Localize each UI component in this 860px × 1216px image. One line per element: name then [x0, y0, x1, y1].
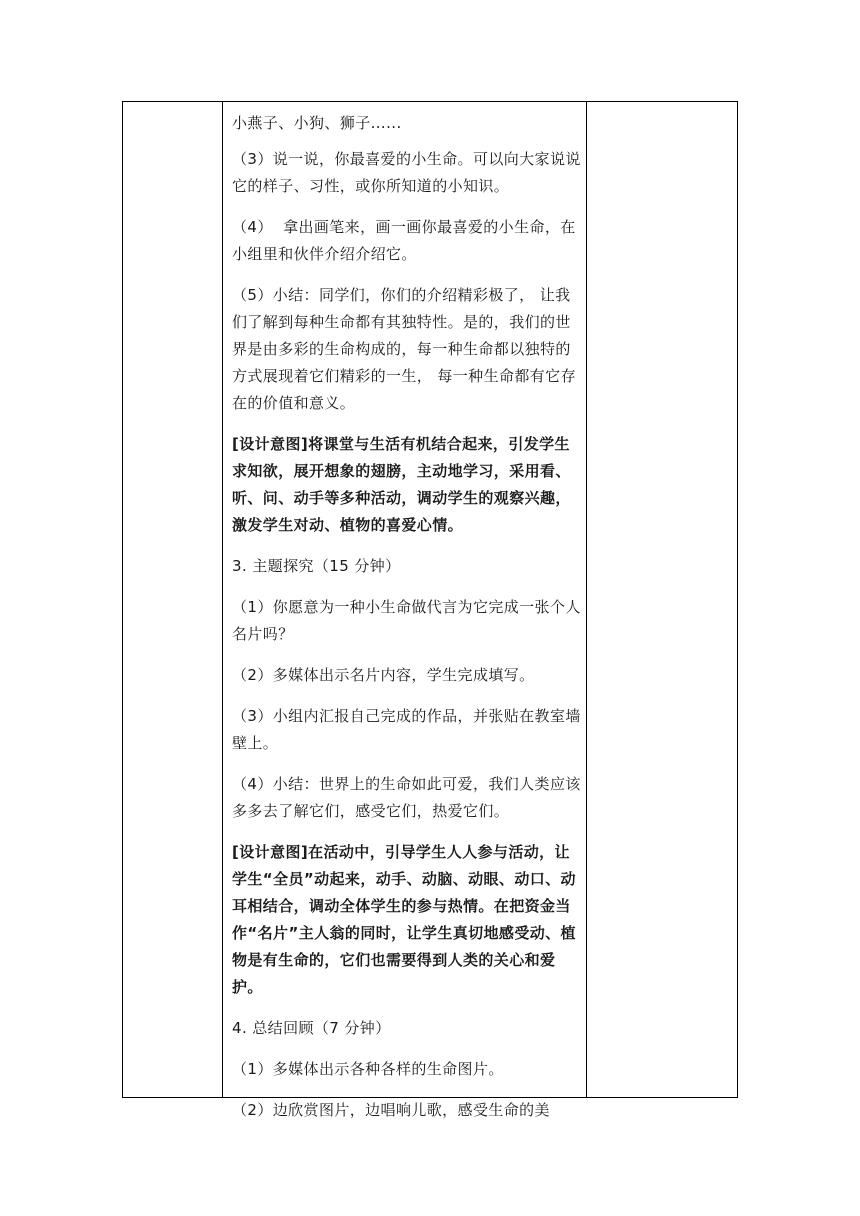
column-divider-left [222, 102, 223, 1097]
lesson-paragraph: （2）多媒体出示名片内容，学生完成填写。 [232, 666, 535, 684]
lesson-paragraph: （4） 拿出画笔来，画一画你最喜爱的小生命，在小组里和伙伴介绍介绍它。 [232, 218, 576, 263]
lesson-plan-table [122, 101, 738, 1119]
lesson-paragraph: （3）小组内汇报自己完成的作品，并张贴在教室墙壁上。 [232, 707, 581, 752]
lesson-paragraph: （1）多媒体出示各种各样的生命图片。 [232, 1060, 504, 1078]
design-intent-paragraph: [设计意图]在活动中，引导学生人人参与活动，让学生“全员”动起来，动手、动脑、动眼、动口、动耳相结合，调动全体学生的参与热情。在把资金当作“名片”主人翁的同时，让学生真切地感受动、植物是有生命的，它们也需要得到人类的关心和爱护。 [232, 843, 576, 996]
teaching-process-cell [232, 110, 584, 1138]
right-column-cell [587, 102, 737, 1097]
design-intent-paragraph: [设计意图]将课堂与生活有机结合起来，引发学生求知欲，展开想象的翅膀，主动地学习，采用看、听、问、动手等多种活动，调动学生的观察兴趣，激发学生对动、植物的喜爱心情。 [232, 435, 571, 534]
lesson-paragraph: （3）说一说，你最喜爱的小生命。可以向大家说说它的样子、习性，或你所知道的小知识。 [232, 150, 581, 195]
lesson-paragraph: （2）边欣赏图片，边唱响儿歌，感受生命的美 [232, 1101, 550, 1119]
lesson-paragraph: （4）小结：世界上的生命如此可爱，我们人类应该多多去了解它们，感受它们，热爱它们。 [232, 775, 581, 820]
lesson-paragraph: （5）小结：同学们，你们的介绍精彩极了， 让我们了解到每种生命都有其独特性。是的，我们的世界是由多彩的生命构成的，每一种生命都以独特的方式展现着它们精彩的一生， 每一种生命都有它存在的价值和意义。 [232, 286, 576, 412]
lesson-paragraph: 3. 主题探究（15 分钟） [232, 557, 401, 575]
left-column-cell [123, 102, 222, 1097]
lesson-paragraph: 小燕子、小狗、狮子...... [232, 114, 402, 132]
lesson-paragraph: 4. 总结回顾（7 分钟） [232, 1019, 391, 1037]
lesson-paragraph: （1）你愿意为一种小生命做代言为它完成一张个人名片吗？ [232, 598, 581, 643]
